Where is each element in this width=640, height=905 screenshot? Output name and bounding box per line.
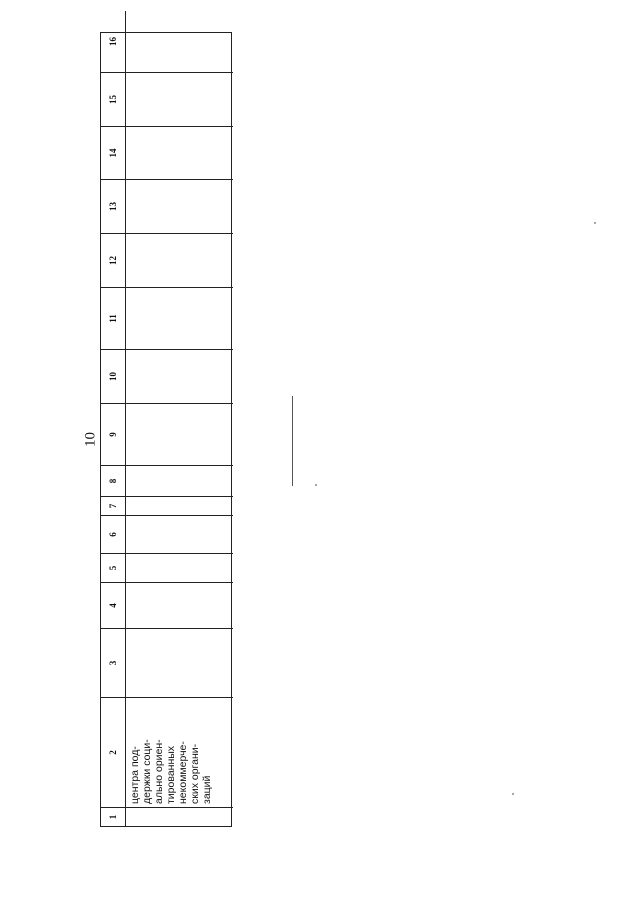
column-header: 11: [101, 288, 126, 349]
column-header: 15: [101, 73, 126, 126]
column-header: 16: [101, 11, 126, 72]
column-header: 3: [101, 629, 126, 697]
table-column-10: [101, 349, 233, 403]
table-cell: центра под- держки соци- ально ориен- тированных некоммерче- ских органи- заций: [129, 739, 213, 804]
page-number: 10: [82, 432, 99, 447]
pencil-mark: [292, 396, 293, 486]
column-header: 2: [101, 698, 126, 807]
table-column-11: [101, 287, 233, 349]
table-column-16: [101, 11, 233, 72]
scan-speck: [594, 222, 596, 224]
scan-speck: [512, 793, 514, 795]
column-header: 1: [101, 808, 126, 826]
table-column-15: [101, 72, 233, 126]
table-body: [100, 32, 232, 827]
table-column-7: [101, 496, 233, 515]
table-column-5: [101, 553, 233, 582]
table-column-1: [101, 807, 233, 826]
column-header: 12: [101, 234, 126, 287]
data-table: [100, 32, 232, 827]
table-column-13: [101, 179, 233, 233]
table-column-12: [101, 233, 233, 287]
table-column-6: [101, 515, 233, 553]
table-column-9: [101, 403, 233, 465]
column-header: 10: [101, 350, 126, 403]
column-header: 8: [101, 466, 126, 496]
column-header: 5: [101, 554, 126, 582]
column-header: 14: [101, 127, 126, 179]
column-header: 4: [101, 583, 126, 628]
table-column-2: [101, 697, 233, 807]
table-column-8: [101, 465, 233, 496]
scan-speck: [315, 484, 317, 486]
table-column-4: [101, 582, 233, 628]
column-header: 13: [101, 180, 126, 233]
column-header: 6: [101, 516, 126, 553]
column-header: 9: [101, 404, 126, 465]
table-column-3: [101, 628, 233, 697]
column-header: 7: [101, 497, 126, 515]
table-column-14: [101, 126, 233, 179]
